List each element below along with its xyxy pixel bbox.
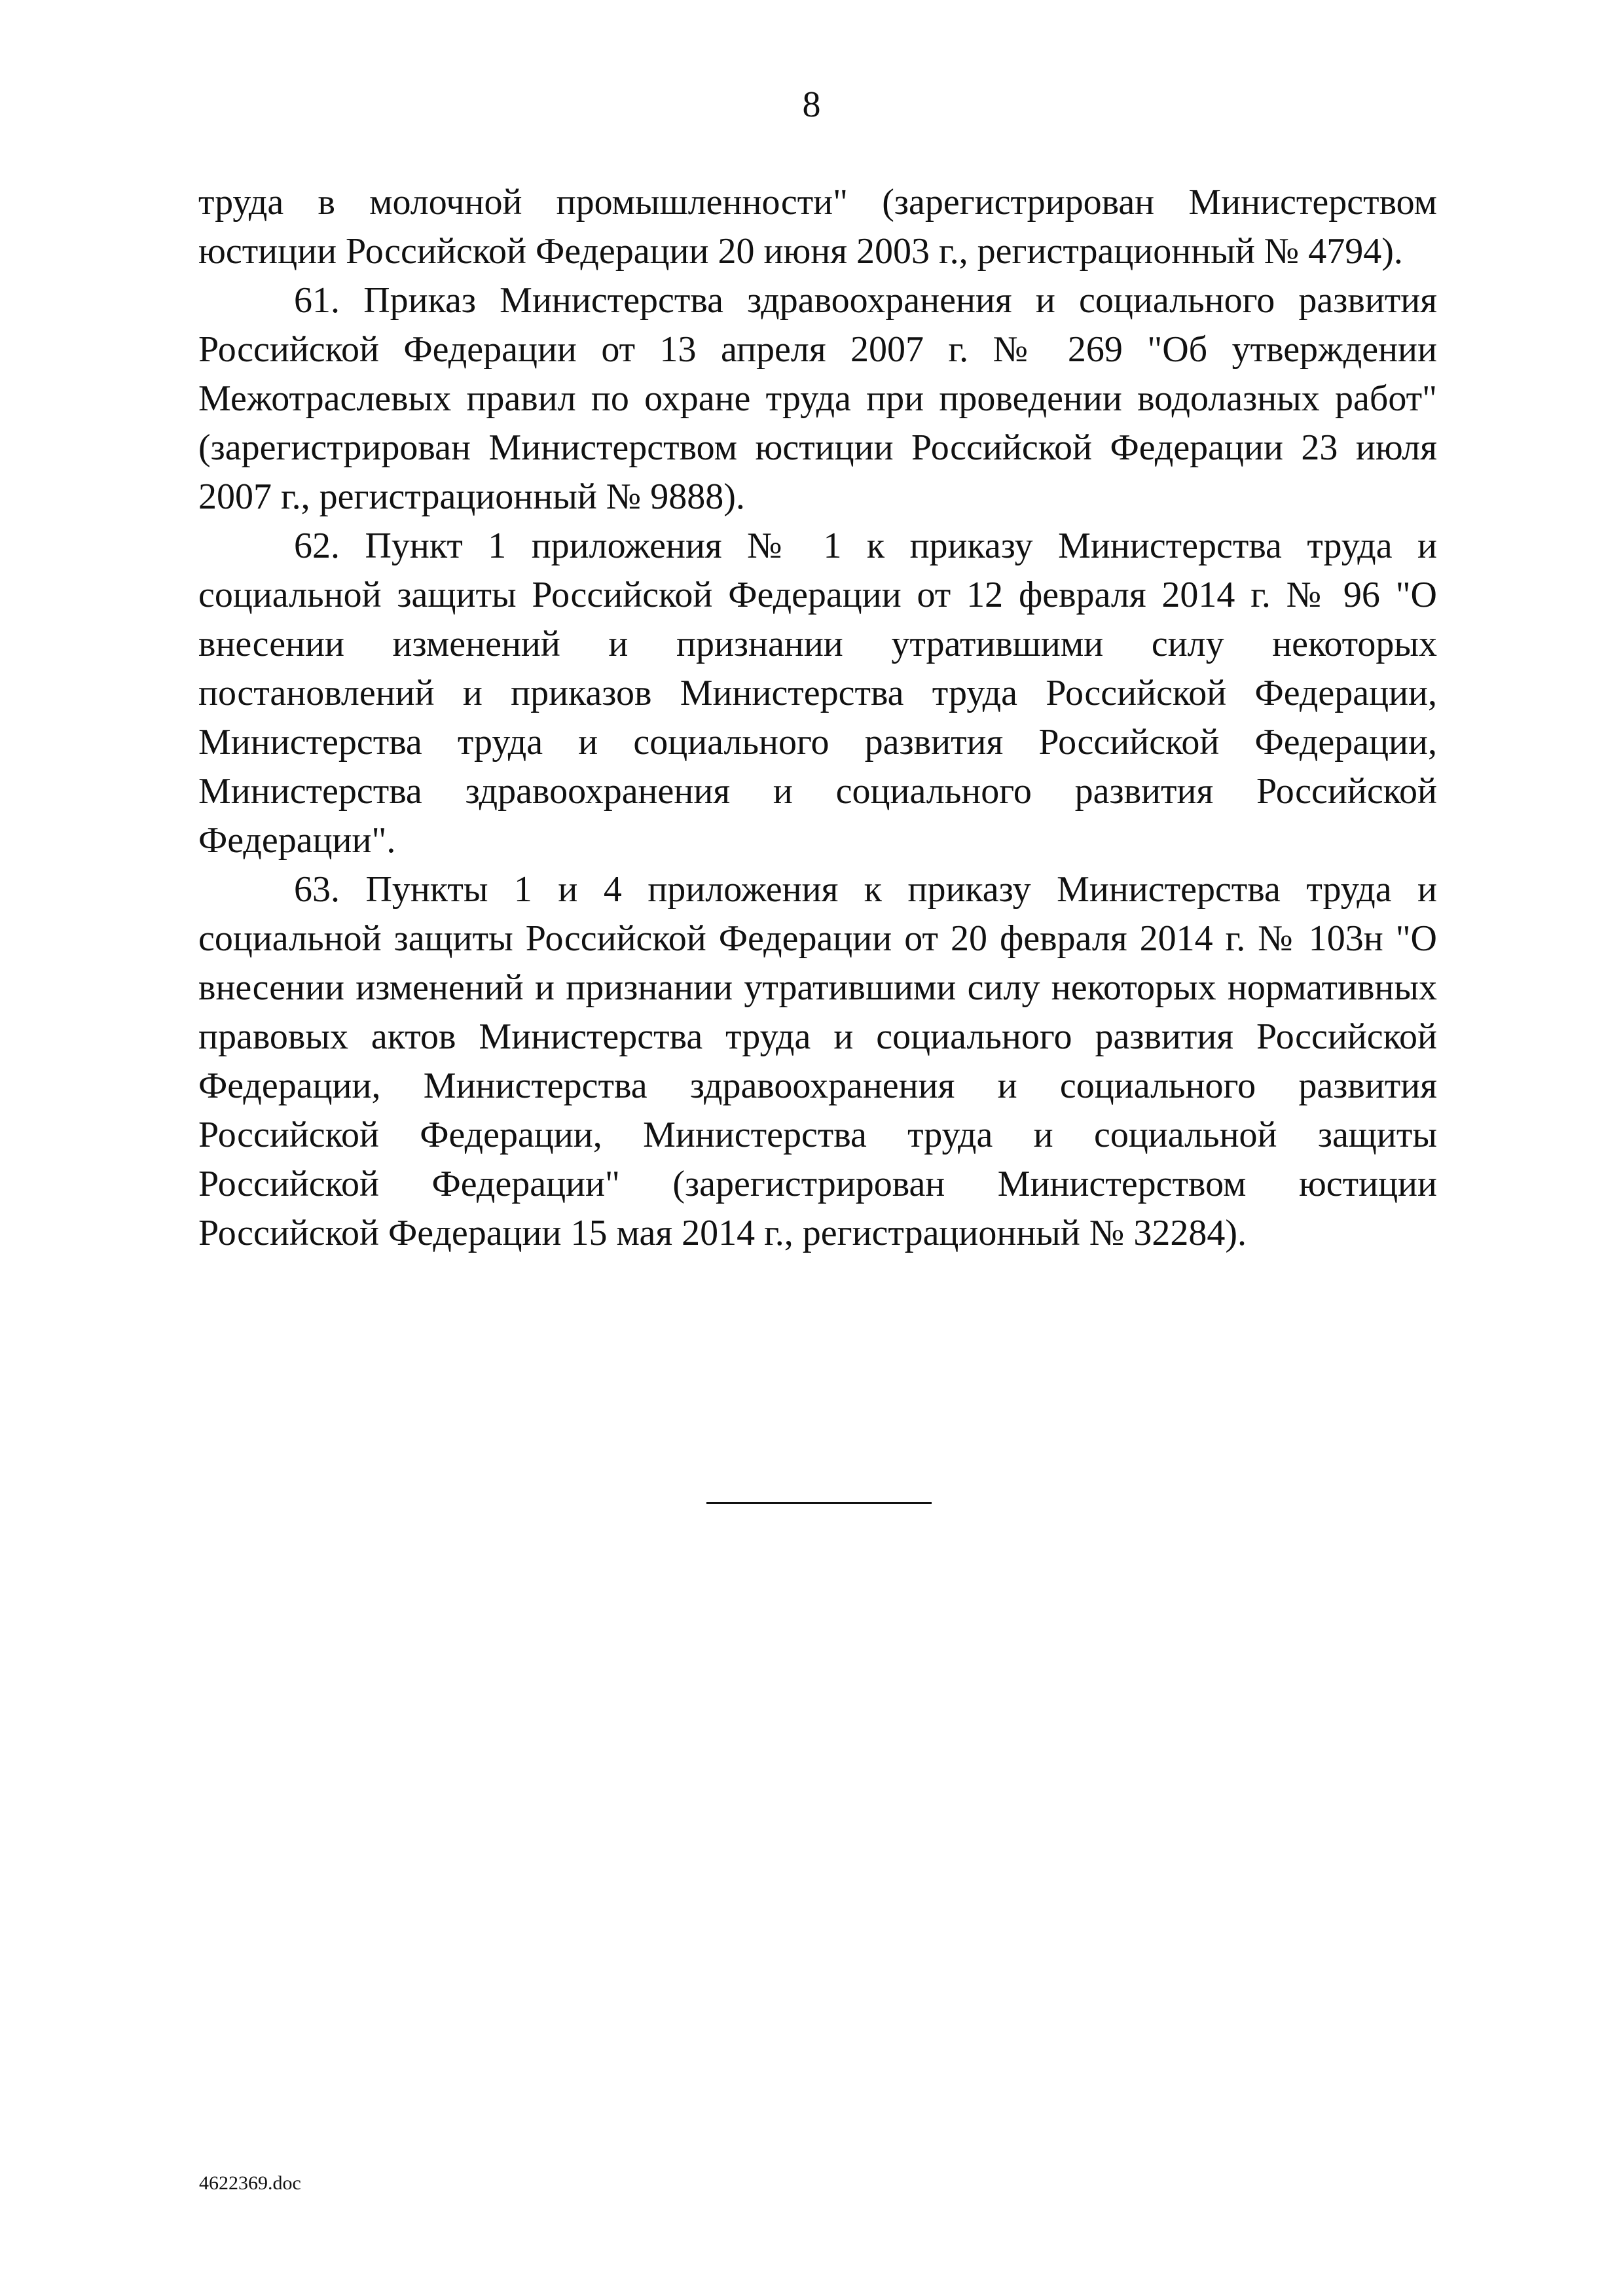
document-body: [198, 178, 1437, 1258]
paragraph-item-63: 63. Пункты 1 и 4 приложения к приказу Министерства труда и социальной защиты Российской Федерации от 20 февраля 2014 г. № 103н "О внесении изменений и признании утратившими силу некоторых нормативных правовых актов Министерства труда и социального развития Российской Федерации, Министерства здравоохранения и социального развития Российской Федерации, Министерства труда и социальной защиты Российской Федерации" (зарегистрирован Министерством юстиции Российской Федерации 15 мая 2014 г., регистрационный № 32284).: [198, 869, 1437, 1253]
paragraph-continuation: труда в молочной промышленности" (зарегистрирован Министерством юстиции Российской Федерации 20 июня 2003 г., регистрационный № 4794).: [198, 182, 1437, 272]
paragraph-item-61: 61. Приказ Министерства здравоохранения и социального развития Российской Федерации от 13 апреля 2007 г. № 269 "Об утверждении Межотраслевых правил по охране труда при проведении водолазных работ" (зарегистрирован Министерством юстиции Российской Федерации 23 июля 2007 г., регистрационный № 9888).: [198, 280, 1437, 517]
end-of-document-rule: [706, 1502, 932, 1504]
page-number: 8: [802, 84, 821, 125]
file-reference: 4622369.doc: [199, 2172, 301, 2194]
paragraph-item-62: 62. Пункт 1 приложения № 1 к приказу Министерства труда и социальной защиты Российской Федерации от 12 февраля 2014 г. № 96 "О внесении изменений и признании утратившими силу некоторых постановлений и приказов Министерства труда Российской Федерации, Министерства труда и социального развития Российской Федерации, Министерства здравоохранения и социального развития Российской Федерации".: [198, 526, 1437, 861]
